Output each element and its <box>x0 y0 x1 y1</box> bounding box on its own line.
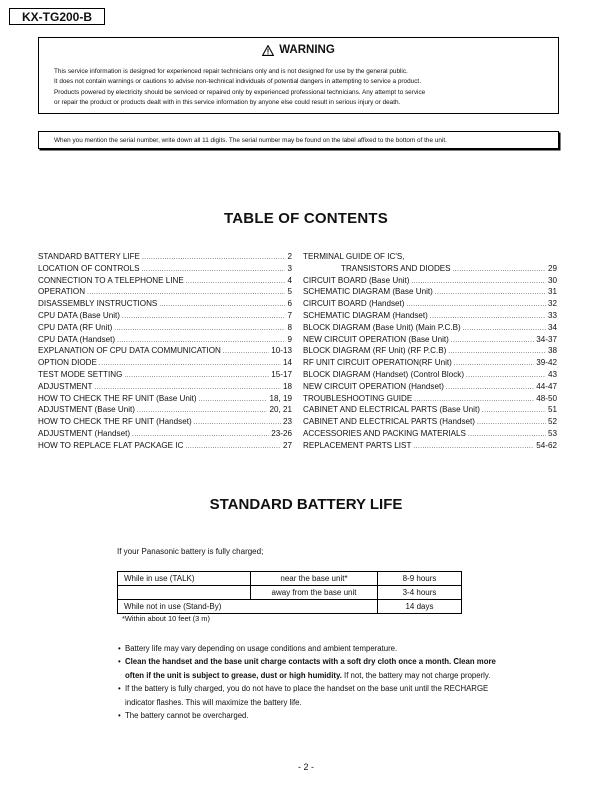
toc-leader-dots <box>223 347 269 358</box>
toc-leader-dots <box>124 371 269 382</box>
toc-right-column <box>303 252 557 453</box>
note-item <box>120 682 500 709</box>
toc-entry <box>303 441 557 453</box>
toc-entry-page: 10-13 <box>271 346 292 356</box>
toc-leader-dots <box>137 406 267 417</box>
toc-entry <box>38 335 292 347</box>
table-cell: away from the base unit <box>251 586 378 600</box>
toc-leader-dots <box>142 253 286 264</box>
toc-leader-dots <box>411 277 546 288</box>
toc-entry <box>38 370 292 382</box>
toc-leader-dots <box>448 347 546 358</box>
toc-leader-dots <box>446 383 534 394</box>
toc-entry <box>38 417 292 429</box>
toc-title: TABLE OF CONTENTS <box>224 210 388 227</box>
toc-entry-page: 30 <box>547 275 557 285</box>
toc-leader-dots <box>114 324 285 335</box>
toc-left-column <box>38 252 292 453</box>
toc-entry-label: BLOCK DIAGRAM (Base Unit) (Main P.C.B) <box>303 322 461 332</box>
toc-entry-page: 3 <box>287 263 292 273</box>
table-cell: 3-4 hours <box>378 586 462 600</box>
toc-leader-dots <box>122 312 285 323</box>
table-cell: near the base unit* <box>251 572 378 586</box>
toc-entry <box>38 358 292 370</box>
toc-entry-page: 9 <box>287 334 292 344</box>
toc-leader-dots <box>199 395 268 406</box>
toc-entry-page: 2 <box>287 252 292 261</box>
toc-entry <box>38 429 292 441</box>
battery-life-table <box>117 571 462 614</box>
toc-leader-dots <box>451 336 534 347</box>
toc-leader-dots <box>414 395 534 406</box>
toc-leader-dots <box>477 418 546 429</box>
toc-entry-label: HOW TO CHECK THE RF UNIT (Handset) <box>38 417 192 427</box>
toc-leader-dots <box>99 359 281 370</box>
toc-entry <box>303 382 557 394</box>
warning-heading <box>39 44 558 56</box>
toc-entry <box>38 252 292 264</box>
toc-entry-label: ACCESSORIES AND PACKING MATERIALS <box>303 428 466 438</box>
warning-line: or repair the product or products dealt with in this service information by anyone else could result in serious injury or death. <box>54 99 401 107</box>
toc-entry-label: BLOCK DIAGRAM (RF Unit) (RF P.C.B) <box>303 346 447 356</box>
toc-entry <box>303 429 557 441</box>
toc-entry <box>303 264 557 276</box>
toc-leader-dots <box>482 406 546 417</box>
toc-entry-page: 34 <box>547 322 557 332</box>
warning-line: This service information is designed for experienced repair technicians only and is not designed for use by the general public. <box>54 68 408 75</box>
toc-entry-page: 53 <box>547 428 557 438</box>
toc-entry <box>38 346 292 358</box>
toc-entry-page: 43 <box>547 369 557 379</box>
toc-entry-page: 18, 19 <box>269 393 292 403</box>
toc-entry-page: 27 <box>282 440 292 450</box>
toc-entry-label: HOW TO CHECK THE RF UNIT (Base Unit) <box>38 393 197 403</box>
toc-entry <box>303 252 557 264</box>
serial-note: When you mention the serial number, write down all 11 digits. The serial number may be found on the label affixed to the bottom of the unit. <box>54 136 447 144</box>
warning-text <box>54 67 550 109</box>
toc-entry <box>38 441 292 453</box>
toc-entry-page: 18 <box>282 381 292 391</box>
battery-notes <box>120 642 500 722</box>
toc-leader-dots <box>468 430 546 441</box>
toc-entry <box>303 417 557 429</box>
toc-entry-label: SCHEMATIC DIAGRAM (Base Unit) <box>303 287 433 297</box>
toc-entry-page: 31 <box>547 287 557 297</box>
toc-entry-page: 34-37 <box>536 334 557 344</box>
table-footnote: *Within about 10 feet (3 m) <box>122 614 210 623</box>
toc-entry <box>38 405 292 417</box>
toc-leader-dots <box>454 359 534 370</box>
toc-entry-page: 7 <box>287 310 292 320</box>
toc-entry-label: OPERATION <box>38 287 86 297</box>
toc-entry <box>303 394 557 406</box>
warning-line: Products powered by electricity should be serviced or repaired only by experienced professional technicians. Any attempt to service <box>54 88 426 96</box>
toc-entry <box>38 299 292 311</box>
toc-entry-page: 15-17 <box>271 369 292 379</box>
table-row <box>118 572 462 586</box>
toc-entry-label: TROUBLESHOOTING GUIDE <box>303 393 413 403</box>
toc-entry-label: NEW CIRCUIT OPERATION (Base Unit) <box>303 334 449 344</box>
toc-entry-page: 6 <box>287 299 292 309</box>
toc-entry-label: SCHEMATIC DIAGRAM (Handset) <box>303 310 428 320</box>
warning-line: It does not contain warnings or cautions to advise non-technical individuals of potential dangers in attempting to service a product. <box>54 78 421 86</box>
toc-entry-page: 38 <box>547 346 557 356</box>
table-cell: While not in use (Stand-By) <box>118 600 378 614</box>
note-text: If not, the battery may not charge properly. <box>341 670 491 680</box>
toc-entry-label: CIRCUIT BOARD (Handset) <box>303 299 405 309</box>
toc-entry-label: OPTION DIODE <box>38 358 97 368</box>
toc-entry-label: TEST MODE SETTING <box>38 369 123 379</box>
toc-entry <box>38 323 292 335</box>
toc-entry-page: 8 <box>287 322 292 332</box>
toc-entry <box>38 382 292 394</box>
warning-triangle-icon <box>262 45 274 56</box>
toc-leader-dots <box>141 265 285 276</box>
toc-entry-page: 23 <box>282 417 292 427</box>
toc-entry <box>303 276 557 288</box>
toc-entry <box>303 299 557 311</box>
toc-leader-dots <box>453 265 546 276</box>
toc-entry-page: 20, 21 <box>269 405 292 415</box>
toc-entry-label: EXPLANATION OF CPU DATA COMMUNICATION <box>38 346 221 356</box>
toc-entry <box>38 276 292 288</box>
note-text: Battery life may vary depending on usage conditions and ambient temperature. <box>125 644 398 653</box>
toc-entry <box>303 287 557 299</box>
toc-entry-label: REPLACEMENT PARTS LIST <box>303 440 412 450</box>
table-row <box>118 586 462 600</box>
toc-entry-label: ADJUSTMENT (Base Unit) <box>38 405 135 415</box>
toc-leader-dots <box>87 288 285 299</box>
toc-entry-label: CIRCUIT BOARD (Base Unit) <box>303 275 410 285</box>
note-item <box>120 642 500 655</box>
toc-leader-dots <box>132 430 269 441</box>
toc-entry <box>303 311 557 323</box>
toc-entry-label: CPU DATA (Base Unit) <box>38 310 121 320</box>
toc-entry <box>303 358 557 370</box>
serial-note-box <box>38 131 559 149</box>
toc-entry-label: TRANSISTORS AND DIODES <box>341 263 451 273</box>
toc-entry-page: 23-26 <box>271 428 292 438</box>
toc-entry-page: 48-50 <box>536 393 557 403</box>
toc-leader-dots <box>185 442 281 453</box>
toc-entry-page: 39-42 <box>536 358 557 368</box>
toc-leader-dots <box>435 288 546 299</box>
toc-entry-label: BLOCK DIAGRAM (Handset) (Control Block) <box>303 369 465 379</box>
toc-entry-label: HOW TO REPLACE FLAT PACKAGE IC <box>38 440 184 450</box>
toc-entry <box>303 346 557 358</box>
toc-entry-label: DISASSEMBLY INSTRUCTIONS <box>38 299 158 309</box>
toc-entry-page: 29 <box>547 263 557 273</box>
toc-entry-label: NEW CIRCUIT OPERATION (Handset) <box>303 381 444 391</box>
note-bold-text: Clean the handset and the base unit charge contacts with a soft dry cloth once a month. Clean more often if the unit is subject to grease, dust or high humidity. <box>125 657 496 680</box>
toc-entry <box>38 287 292 299</box>
toc-leader-dots <box>159 300 285 311</box>
toc-entry <box>303 323 557 335</box>
toc-entry-label: STANDARD BATTERY LIFE <box>38 252 140 261</box>
toc-entry <box>303 370 557 382</box>
toc-entry-label: CPU DATA (Handset) <box>38 334 116 344</box>
toc-entry <box>303 335 557 347</box>
warning-box <box>38 37 559 114</box>
battery-section-title: STANDARD BATTERY LIFE <box>209 496 403 513</box>
toc-leader-dots <box>466 371 546 382</box>
toc-entry-label: TERMINAL GUIDE OF IC'S, <box>303 252 405 261</box>
table-cell: 8-9 hours <box>378 572 462 586</box>
toc-entry-label: CONNECTION TO A TELEPHONE LINE <box>38 275 184 285</box>
table-cell: 14 days <box>378 600 462 614</box>
model-label: KX-TG200-B <box>9 8 105 25</box>
toc-entry-page: 33 <box>547 310 557 320</box>
toc-leader-dots <box>463 324 546 335</box>
note-text: If the battery is fully charged, you do not have to place the handset on the base unit until the RECHARGE indicator flashes. This will maximize the battery life. <box>125 684 489 707</box>
toc-entry-label: RF UNIT CIRCUIT OPERATION(RF Unit) <box>303 358 452 368</box>
toc-entry <box>38 311 292 323</box>
toc-entry-page: 14 <box>282 358 292 368</box>
toc-entry-page: 51 <box>547 405 557 415</box>
toc-leader-dots <box>430 312 546 323</box>
battery-intro: If your Panasonic battery is fully charged; <box>117 547 264 556</box>
toc-entry-page: 44-47 <box>536 381 557 391</box>
toc-entry-page: 54-62 <box>536 440 557 450</box>
page-number: - 2 - <box>297 762 314 772</box>
toc-entry-label: ADJUSTMENT <box>38 381 93 391</box>
note-item <box>120 709 500 722</box>
toc-leader-dots <box>407 300 546 311</box>
toc-entry-label: CPU DATA (RF Unit) <box>38 322 113 332</box>
toc-leader-dots <box>194 418 281 429</box>
toc-entry-label: CABINET AND ELECTRICAL PARTS (Base Unit) <box>303 405 480 415</box>
toc-entry-page: 4 <box>287 275 292 285</box>
toc-leader-dots <box>413 442 534 453</box>
toc-entry <box>38 394 292 406</box>
toc-entry-page: 52 <box>547 417 557 427</box>
toc-entry <box>303 405 557 417</box>
toc-leader-dots <box>186 277 286 288</box>
toc-entry-page: 32 <box>547 299 557 309</box>
note-text: The battery cannot be overcharged. <box>125 711 249 721</box>
table-row <box>118 600 462 614</box>
toc-entry-label: CABINET AND ELECTRICAL PARTS (Handset) <box>303 417 475 427</box>
toc-entry-label: ADJUSTMENT (Handset) <box>38 428 131 438</box>
toc-leader-dots <box>117 336 285 347</box>
note-item <box>120 655 500 682</box>
warning-title: WARNING <box>279 44 335 56</box>
toc-entry-page: 5 <box>287 287 292 297</box>
toc-entry-label: LOCATION OF CONTROLS <box>38 263 140 273</box>
toc-entry <box>38 264 292 276</box>
table-cell <box>118 586 251 600</box>
table-cell: While in use (TALK) <box>118 572 251 586</box>
toc-leader-dots <box>94 383 281 394</box>
